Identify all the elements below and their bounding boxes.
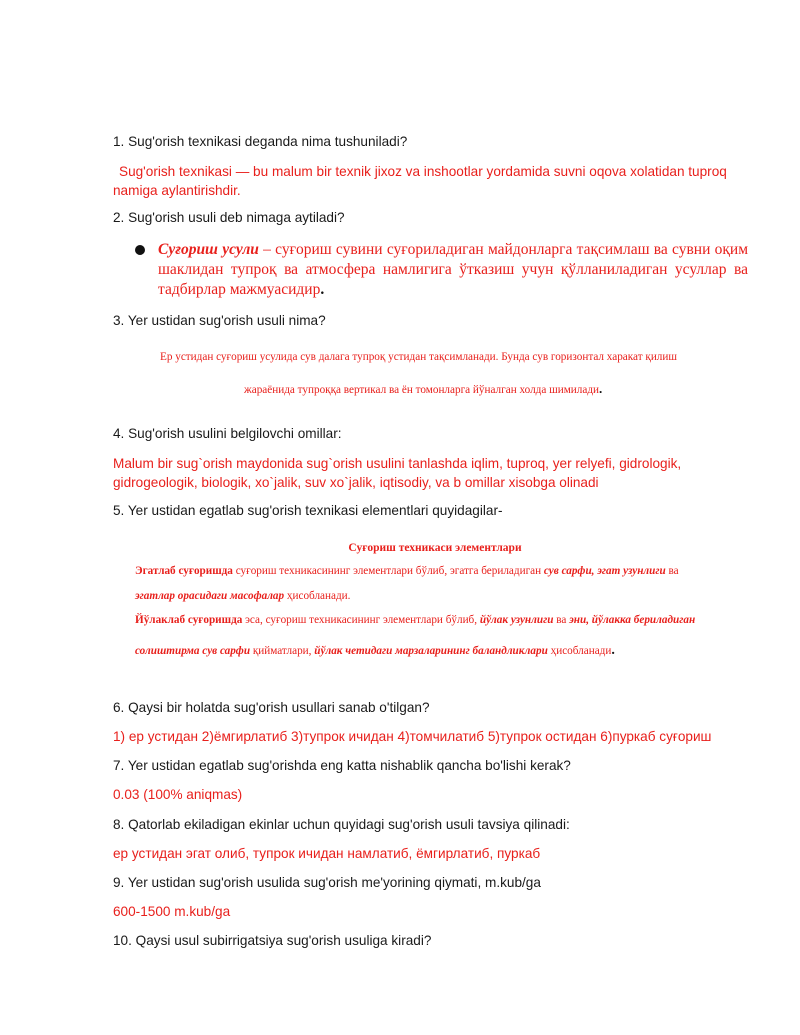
question-4: 4. Sug'orish usulini belgilovchi omillar: [113, 426, 342, 441]
question-2: 2. Sug'orish usuli deb nimaga aytiladi? [113, 210, 345, 225]
answer-2-line-1-text: – суғориш сувини суғориладиган майдонларга тақсимлаш ва сувни оқим [258, 241, 748, 258]
elements-para-2-period: . [611, 643, 615, 658]
furrow-flow-length-term: сув сарфи, эгат узунлиги [543, 565, 666, 577]
strip-length-term: йўлак узунлиги [479, 614, 554, 626]
answer-4-line-1: Malum bir sug`orish maydonida sug`orish usulini tanlashda iqlim, tuproq, yer relyefi, gidrologik, [113, 456, 682, 471]
answer-4 [113, 454, 681, 492]
furrow-spacing-term: эгатлар орасидаги масофалар [135, 590, 285, 602]
elements-para-1-line-1 [135, 565, 679, 577]
answer-8: ер устидан эгат олиб, тупрок ичидан намлатиб, ёмгирлатиб, пуркаб [113, 846, 541, 861]
answer-7: 0.03 (100% aniqmas) [113, 787, 243, 802]
answer-2 [158, 240, 748, 300]
answer-1-line-2: namiga aylantirishdir. [113, 183, 241, 198]
bullet-icon [135, 245, 145, 255]
answer-6: 1) ер устидан 2)ёмгирлатиб 3)тупрок ичидан 4)томчилатиб 5)тупрок остидан 6)пуркаб суғориш [113, 729, 712, 744]
elements-para-1-text-3: ҳисобланади. [284, 590, 351, 602]
answer-3-line-2-text: жараёнида тупроққа вертикал ва ён томонларга йўналган холда шимилади [244, 384, 600, 396]
question-1: 1. Sug'orish texnikasi deganda nima tushuniladi? [113, 134, 408, 149]
answer-2-term: Суғориш усули [158, 241, 259, 258]
answer-9: 600-1500 m.kub/ga [113, 904, 231, 919]
answer-4-line-2: gidrogeologik, biologik, xo`jalik, suv xo`jalik, iqtisodiy, va b omillar xisobga olinadi [113, 475, 599, 490]
elements-para-2-text-2: ва [553, 614, 570, 626]
answer-2-period: . [320, 281, 325, 298]
question-5: 5. Yer ustidan egatlab sug'orish texnikasi elementlari quyidagilar- [113, 503, 503, 518]
answer-2-line-1 [158, 240, 748, 260]
elements-para-1-text-1: суғориш техникасининг элементлари бўлиб, эгатга бериладиган [232, 565, 544, 577]
elements-para-2-text-1: эса, суғориш техникасининг элементлари бўлиб, [242, 614, 480, 626]
elements-para-1-text-2: ва [665, 565, 679, 577]
question-7: 7. Yer ustidan egatlab sug'orishda eng katta nishablik qancha bo'lishi kerak? [113, 758, 571, 773]
question-3: 3. Yer ustidan sug'orish usuli nima? [113, 313, 326, 328]
elements-para-2-line-1 [135, 614, 695, 626]
elements-para-2-line-2 [135, 643, 615, 659]
question-6: 6. Qaysi bir holatda sug'orish usullari sanab o'tilgan? [113, 700, 430, 715]
specific-flow-term: солиштирма сув сарфи [135, 645, 251, 657]
answer-2-line-2: шаклидан тупроқ ва атмосфера намлигига ўтказиш учун қўлланиладиган усуллар ва [158, 261, 748, 278]
furrow-irrigation-term: Эгатлаб суғоришда [135, 565, 233, 577]
answer-1 [113, 162, 727, 200]
answer-1-line-1: Sug'orish texnikasi — bu malum bir texnik jixoz va inshootlar yordamida suvni oqova xolatidan tuproq [119, 164, 727, 179]
strip-irrigation-term: Йўлаклаб суғоришда [135, 614, 243, 626]
border-height-term: йўлак четидаги марзаларининг баландликлари [314, 645, 548, 657]
elements-title: Суғориш техникаси элементлари [348, 542, 522, 554]
question-10: 10. Qaysi usul subirrigatsiya sug'orish usuliga kiradi? [113, 933, 432, 948]
answer-3-period: . [599, 381, 603, 396]
elements-para-1-line-2 [135, 590, 350, 602]
question-8: 8. Qatorlab ekiladigan ekinlar uchun quyidagi sug'orish usuli tavsiya qilinadi: [113, 817, 570, 832]
answer-3-line-1: Ер устидан суғориш усулида сув далага тупроқ устидан тақсимланади. Бунда сув горизонтал харакат қилиш [160, 351, 677, 363]
question-9: 9. Yer ustidan sug'orish usulida sug'orish me'yorining qiymati, m.kub/ga [113, 875, 541, 890]
answer-3-line-2 [244, 381, 602, 397]
answer-2-line-3 [158, 280, 748, 300]
elements-para-2-text-3: қийматлари, [250, 645, 315, 657]
strip-width-term: эни, йўлакка бериладиган [569, 614, 696, 626]
elements-para-2-text-4: ҳисобланади [547, 645, 612, 657]
answer-2-line-3-text: тадбирлар мажмуасидир [158, 281, 321, 298]
